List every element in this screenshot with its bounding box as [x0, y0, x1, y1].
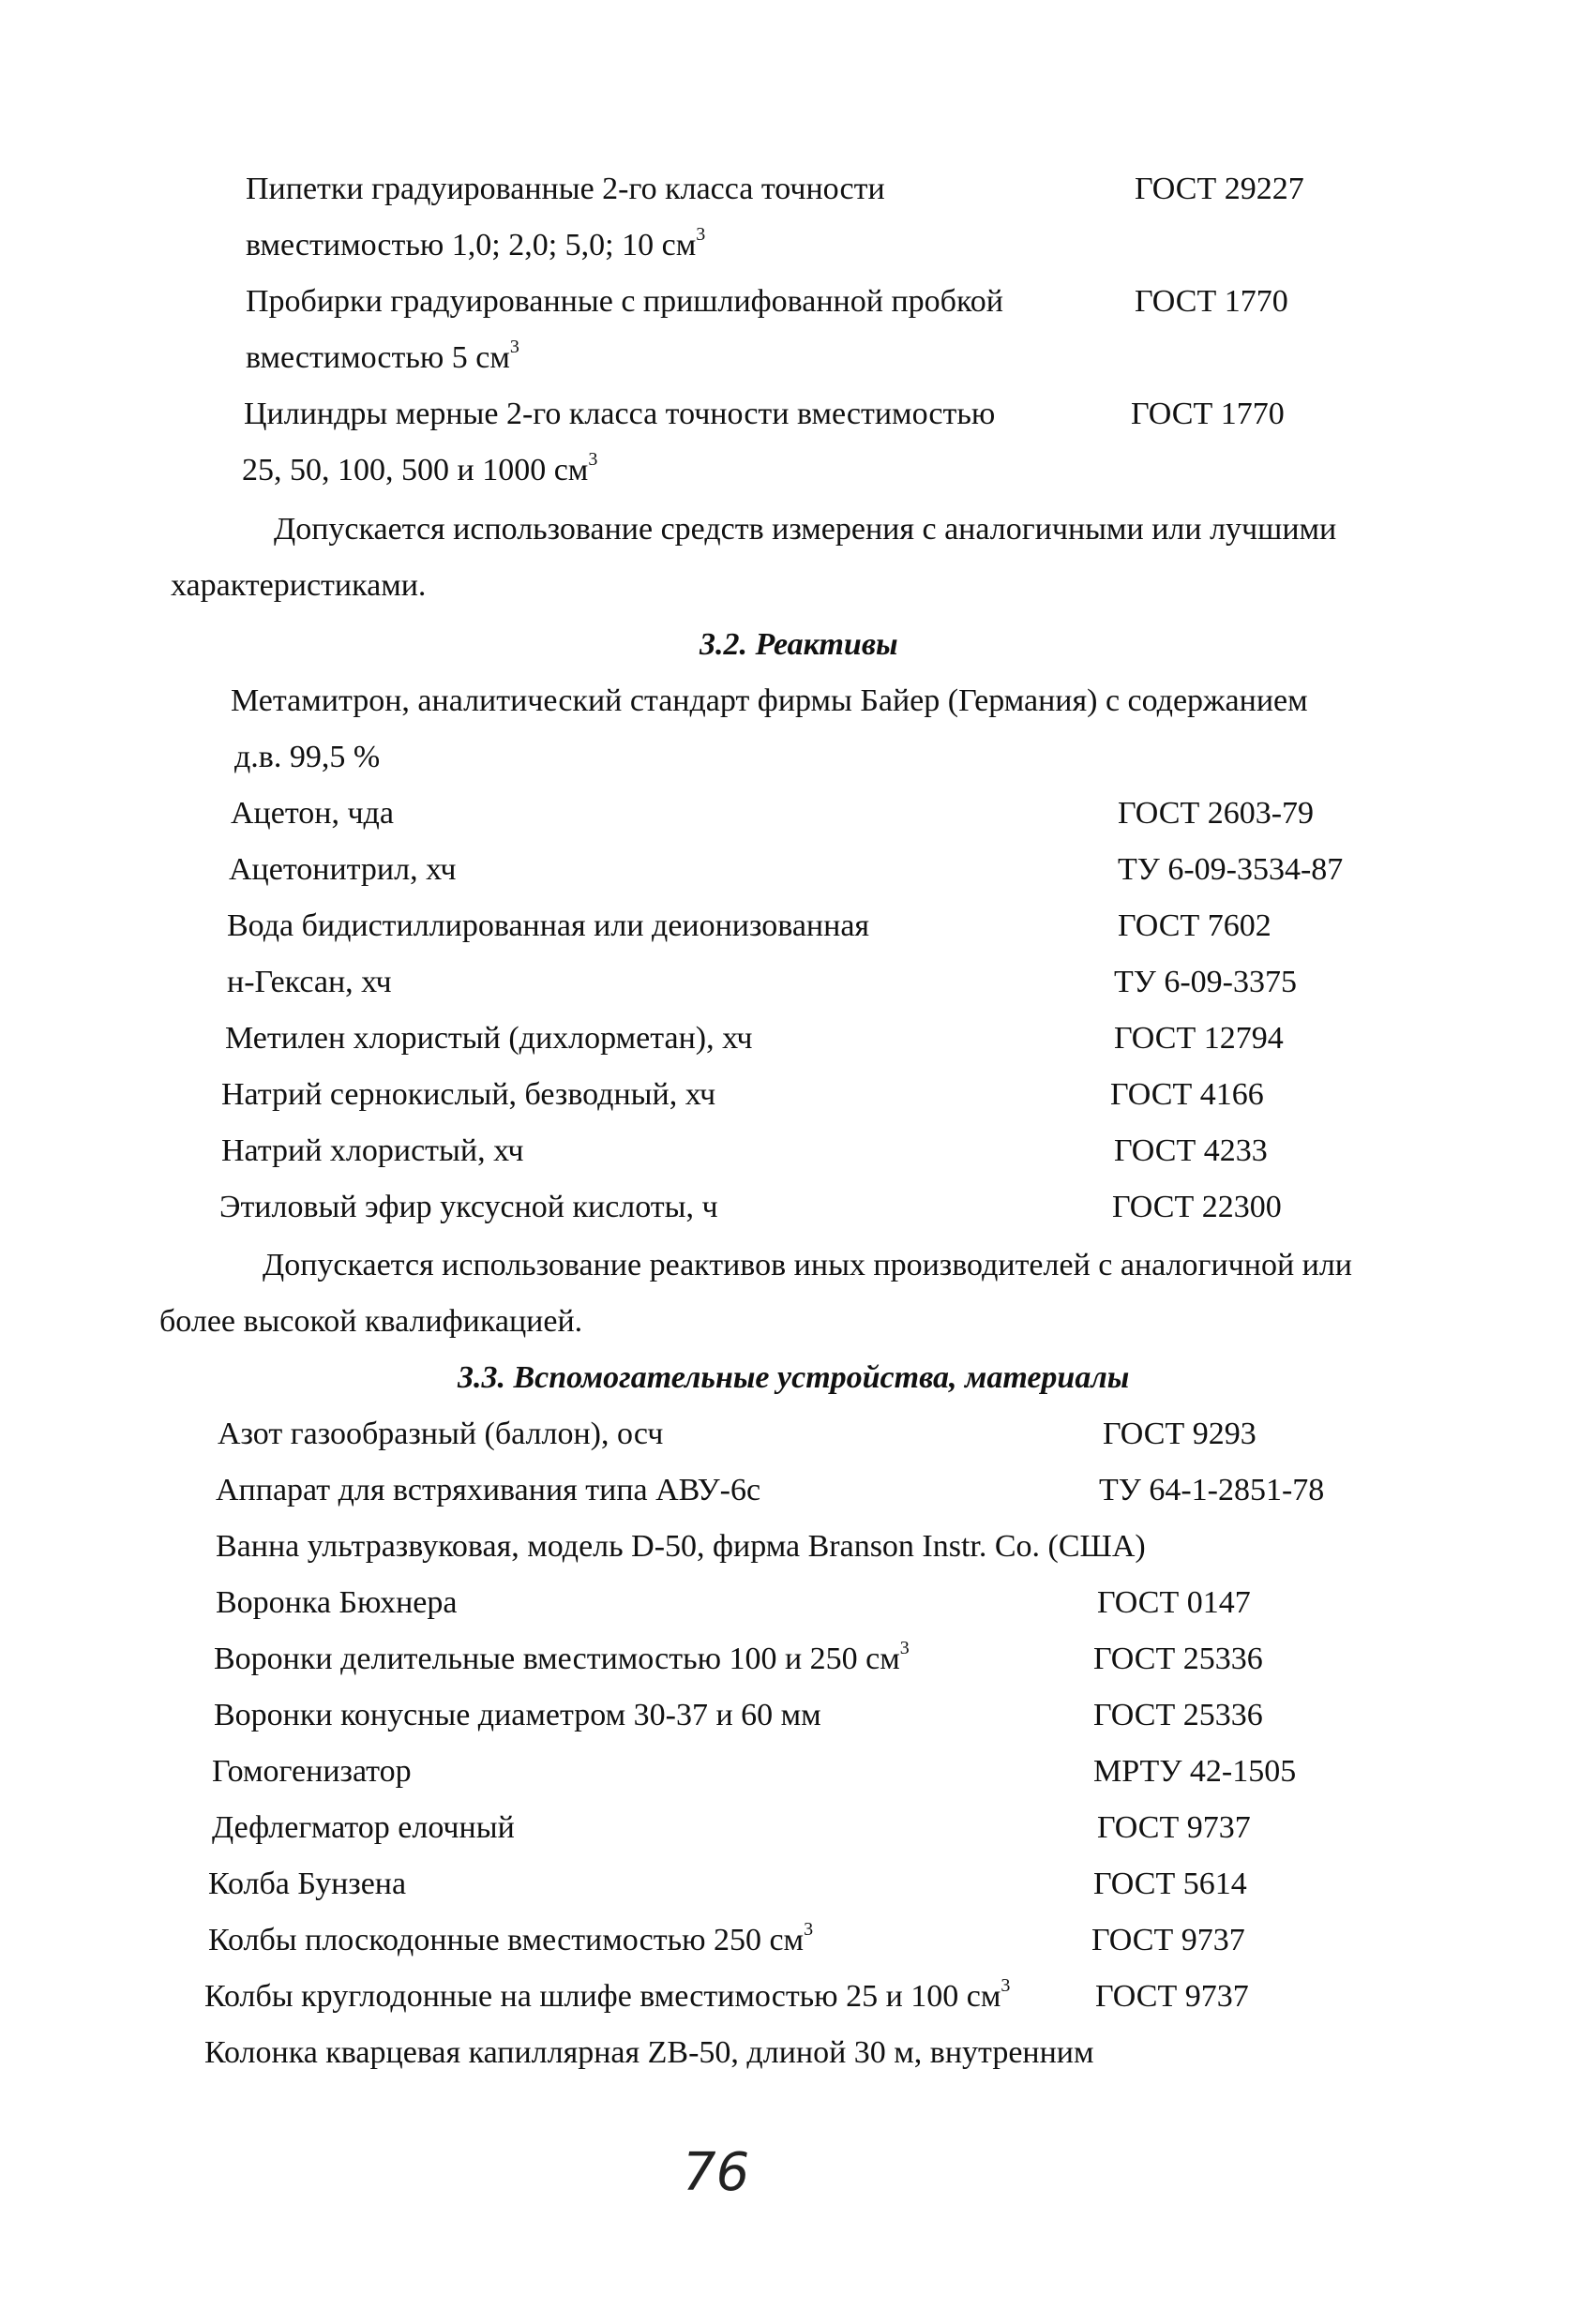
aux-item-standard: ГОСТ 0147 [1097, 1585, 1251, 1620]
page-number: 76 [683, 2142, 750, 2203]
aux-item-name: Воронка Бюхнера [216, 1585, 458, 1620]
aux-item-name: Дефлегматор елочный [212, 1810, 515, 1845]
instrument-standard: ГОСТ 29227 [1135, 172, 1304, 206]
reagent-standard: ГОСТ 7602 [1118, 908, 1271, 943]
aux-item-name: Воронки конусные диаметром 30-37 и 60 мм [214, 1698, 821, 1732]
aux-item-standard: ГОСТ 9737 [1095, 1979, 1249, 2014]
aux-item-standard: ГОСТ 9737 [1097, 1810, 1251, 1845]
reagent-name: Метилен хлористый (дихлорметан), хч [225, 1021, 753, 1056]
instrument-line: Пробирки градуированные с пришлифованной пробкой [246, 284, 1003, 319]
reagent-standard: ГОСТ 2603-79 [1118, 796, 1315, 831]
reagent-name: Натрий сернокислый, безводный, хч [221, 1077, 716, 1112]
reagent-standard: ГОСТ 4166 [1110, 1077, 1264, 1112]
aux-item-standard: ГОСТ 25336 [1093, 1642, 1263, 1676]
reagent-name: н-Гексан, хч [227, 965, 392, 999]
aux-item-standard: ГОСТ 5614 [1093, 1867, 1247, 1901]
reagent-standard: ТУ 6-09-3375 [1114, 965, 1297, 999]
reagent-standard: ГОСТ 12794 [1114, 1021, 1284, 1056]
instrument-line: Пипетки градуированные 2-го класса точности [246, 172, 885, 206]
reagent-name: Ацетонитрил, хч [229, 852, 457, 887]
reagent-name: Натрий хлористый, хч [221, 1133, 524, 1168]
note-paragraph: Допускается использование реактивов иных производителей с аналогичной или [263, 1248, 1352, 1282]
aux-item-standard: ГОСТ 25336 [1093, 1698, 1263, 1732]
instrument-line: Цилиндры мерные 2-го класса точности вместимостью [244, 397, 996, 431]
aux-item-standard: ГОСТ 9737 [1091, 1923, 1245, 1957]
instrument-line: 25, 50, 100, 500 и 1000 $см^3$ [242, 448, 598, 487]
aux-item-name: Ванна ультразвуковая, модель D-50, фирма Branson Instr. Co. (США) [216, 1529, 1146, 1564]
aux-item-name: Колбы круглодонные на шлифе вместимостью 25 и 100 $см^3$ [204, 1974, 1011, 2014]
reagent-standard: ГОСТ 22300 [1112, 1190, 1282, 1224]
aux-item-standard: ТУ 64-1-2851-78 [1099, 1473, 1325, 1507]
note-paragraph: более высокой квалификацией. [159, 1304, 583, 1339]
note-paragraph: Допускается использование средств измерения с аналогичными или лучшими [274, 512, 1337, 547]
aux-item-name: Аппарат для встряхивания типа АВУ-6с [216, 1473, 761, 1507]
reagent-standard: ТУ 6-09-3534-87 [1118, 852, 1344, 887]
reagent-intro: Метамитрон, аналитический стандарт фирмы Байер (Германия) с содержанием [231, 683, 1308, 718]
instrument-line: вместимостью 5 $см^3$ [246, 336, 519, 375]
reagent-intro: д.в. 99,5 % [234, 740, 381, 774]
note-paragraph: характеристиками. [171, 568, 427, 603]
section-heading: 3.2. Реактивы [700, 627, 898, 662]
aux-item-name: Колбы плоскодонные вместимостью 250 $см^3$ [208, 1918, 814, 1957]
aux-item-name: Колонка кварцевая капиллярная ZB-50, длиной 30 м, внутренним [204, 2035, 1094, 2070]
reagent-name: Этиловый эфир уксусной кислоты, ч [219, 1190, 718, 1224]
aux-item-name: Гомогенизатор [212, 1754, 412, 1789]
reagent-name: Вода бидистиллированная или деионизованная [227, 908, 870, 943]
aux-item-standard: ГОСТ 9293 [1103, 1417, 1256, 1451]
reagent-standard: ГОСТ 4233 [1114, 1133, 1268, 1168]
instrument-standard: ГОСТ 1770 [1131, 397, 1285, 431]
aux-item-standard: МРТУ 42-1505 [1093, 1754, 1297, 1789]
instrument-line: вместимостью 1,0; 2,0; 5,0; 10 $см^3$ [246, 223, 706, 262]
aux-item-name: Воронки делительные вместимостью 100 и 250 $см^3$ [214, 1637, 910, 1676]
section-heading: 3.3. Вспомогательные устройства, материалы [458, 1360, 1130, 1395]
aux-item-name: Азот газообразный (баллон), осч [218, 1417, 664, 1451]
instrument-standard: ГОСТ 1770 [1135, 284, 1288, 319]
aux-item-name: Колба Бунзена [208, 1867, 407, 1901]
reagent-name: Ацетон, чда [231, 796, 394, 831]
